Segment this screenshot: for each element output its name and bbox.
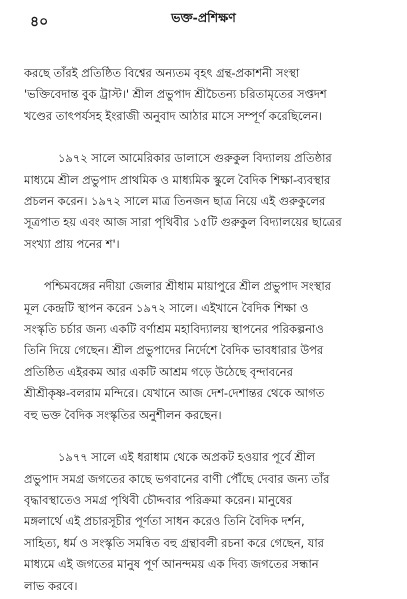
text-line: 'ভক্তিবেদান্ত বুক ট্রাস্ট।' শ্রীল প্রভুপাদ শ্রীচৈতন্য চরিতামৃতের সপ্তদশ bbox=[24, 87, 327, 102]
text-line: সংস্কৃতি চর্চার জন্য একটি বর্ণাশ্রম মহাবিদ্যালয় স্থাপনের পরিকল্পনাও bbox=[24, 322, 324, 337]
page-header bbox=[24, 8, 383, 30]
text-line: মঙ্গলার্থে এই প্রচারসূচীর পূর্ণতা সাধন করেও তিনি বৈদিক দর্শন, bbox=[24, 514, 305, 529]
text-line: মাধ্যমে এই জগতের মানুষ পূর্ণ আনন্দময় এক দিব্য জগতের সন্ধান bbox=[24, 557, 319, 572]
text-line: সূত্রপাত হয় এবং আজ সারা পৃথিবীর ১৫টি গুরুকুল বিদ্যালয়ের ছাত্রের bbox=[24, 215, 342, 230]
page-number: ৪০ bbox=[30, 14, 49, 30]
running-title: ভক্ত-প্রশিক্ষণ bbox=[171, 10, 236, 25]
paragraph-3 bbox=[24, 276, 385, 426]
page-body bbox=[24, 63, 385, 597]
text-line: বৃদ্ধাবস্থাতেও সমগ্র পৃথিবী চৌদ্দবার পরিক্রমা করেন। মানুষের bbox=[24, 492, 293, 507]
text-line: করছে তাঁরই প্রতিষ্ঠিত বিশ্বের অন্যতম বৃহৎ গ্রন্থ-প্রকাশনী সংস্থা bbox=[24, 66, 300, 80]
text-line: লাভ করবে। bbox=[24, 578, 78, 593]
paragraph-1 bbox=[24, 63, 385, 127]
text-line: প্রচলন করেন। ১৯৭২ সালে মাত্র তিনজন ছাত্র নিয়ে এই গুরুকুলের bbox=[24, 194, 326, 209]
text-line: বহু ভক্ত বৈদিক সংস্কৃতির অনুশীলন করছেন। bbox=[24, 407, 222, 422]
text-line: খণ্ডের তাৎপর্যসহ ইংরাজী অনুবাদ আঠার মাসে সম্পূর্ণ করেছিলেন। bbox=[24, 108, 322, 123]
text-line: ১৯৭৭ সালে এই ধরাধাম থেকে অপ্রকট হওয়ার পূর্বে শ্রীল bbox=[58, 450, 315, 465]
paragraph-2 bbox=[24, 148, 385, 255]
text-line: প্রতিষ্ঠিত এইরকম আর একটি আশ্রম গড়ে উঠেছে বৃন্দাবনের bbox=[24, 364, 293, 379]
text-line: মাধ্যমে শ্রীল প্রভুপাদ প্রাথমিক ও মাধ্যমিক স্কুলে বৈদিক শিক্ষা-ব্যবস্থার bbox=[24, 172, 331, 187]
text-line: তিনি দিয়ে গেছেন। শ্রীল প্রভুপাদের নির্দেশে বৈদিক ভাবধারার উপর bbox=[24, 343, 324, 358]
text-line: প্রভুপাদ সমগ্র জগতের কাছে ভগবানের বাণী পৌঁছে দেবার জন্য তাঁর bbox=[24, 471, 330, 486]
text-line: শ্রীশ্রীকৃষ্ণ-বলরাম মন্দিরে। যেখানে আজ দেশ-দেশান্তর থেকে আগত bbox=[24, 386, 325, 401]
text-line: মূল কেন্দ্রটি স্থাপন করেন ১৯৭২ সালে। এইখানে বৈদিক শিক্ষা ও bbox=[24, 300, 309, 315]
text-line: সাহিত্য, ধর্ম ও সংস্কৃতি সমন্বিত বহু গ্রন্থাবলী রচনা করে গেছেন, যার bbox=[24, 535, 324, 550]
text-line: ১৯৭২ সালে আমেরিকার ডালাসে গুরুকুল বিদ্যালয় প্রতিষ্ঠার bbox=[58, 151, 332, 166]
paragraph-4 bbox=[24, 447, 385, 597]
text-line: পশ্চিমবঙ্গের নদীয়া জেলার শ্রীধাম মায়াপুরে শ্রীল প্রভুপাদ সংস্থার bbox=[44, 279, 331, 294]
text-line: সংখ্যা প্রায় পনের শ'। bbox=[24, 236, 120, 251]
